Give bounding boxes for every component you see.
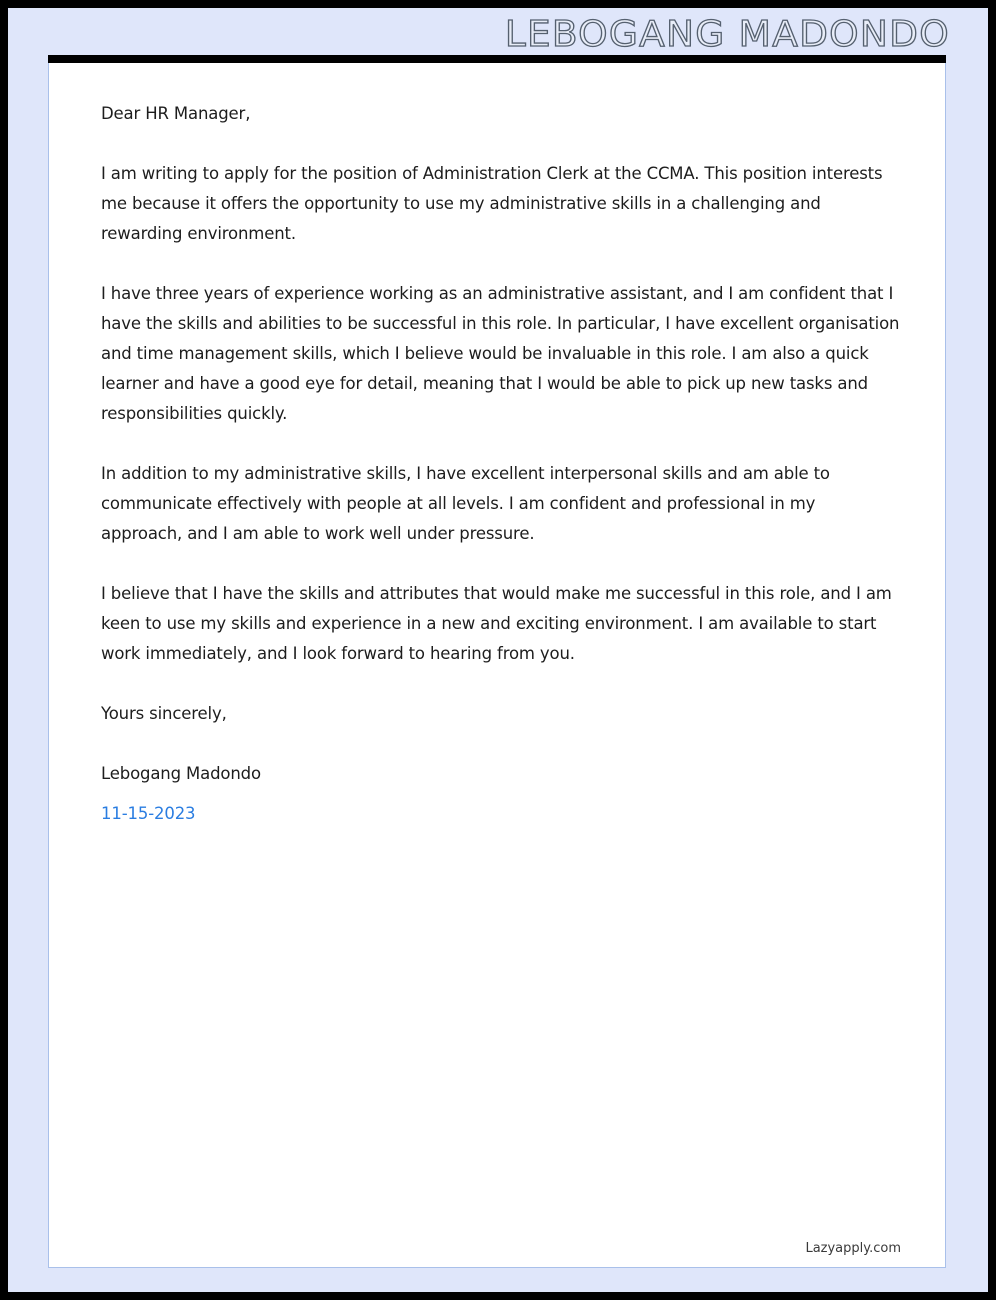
letter-paragraph-1: I am writing to apply for the position of Administration Clerk at the CCMA. This position interests me because it offers the opportunity to use my administrative skills in a challenging and rewarding environment. [101, 164, 883, 243]
page-canvas [8, 8, 988, 1292]
signature-name: Lebogang Madondo [101, 764, 261, 783]
letter-paragraph-4: I believe that I have the skills and attributes that would make me successful in this role, and I am keen to use my skills and experience in a new and exciting environment. I am available to start work immediately, and I look forward to hearing from you. [101, 584, 892, 663]
signature-date: 11-15-2023 [101, 804, 196, 823]
card-top-rule [48, 55, 946, 63]
letter-paragraph-2: I have three years of experience working as an administrative assistant, and I am confident that I have the skills and abilities to be successful in this role. In particular, I have excellent organisation and time management skills, which I believe would be invaluable in this role. I am also a quick learner and have a good eye for detail, meaning that I would be able to pick up new tasks and responsibilities quickly. [101, 284, 900, 423]
applicant-name-heading: LEBOGANG MADONDO [504, 14, 950, 55]
letter-card [48, 55, 946, 1268]
letter-content [101, 99, 901, 829]
letter-closing: Yours sincerely, [101, 704, 227, 723]
letter-salutation: Dear HR Manager, [101, 104, 251, 123]
letter-paragraph-3: In addition to my administrative skills, I have excellent interpersonal skills and am able to communicate effectively with people at all levels. I am confident and professional in my approach, and I am able to work well under pressure. [101, 464, 830, 543]
footer-watermark: Lazyapply.com [805, 1241, 901, 1256]
document-header [8, 8, 988, 55]
